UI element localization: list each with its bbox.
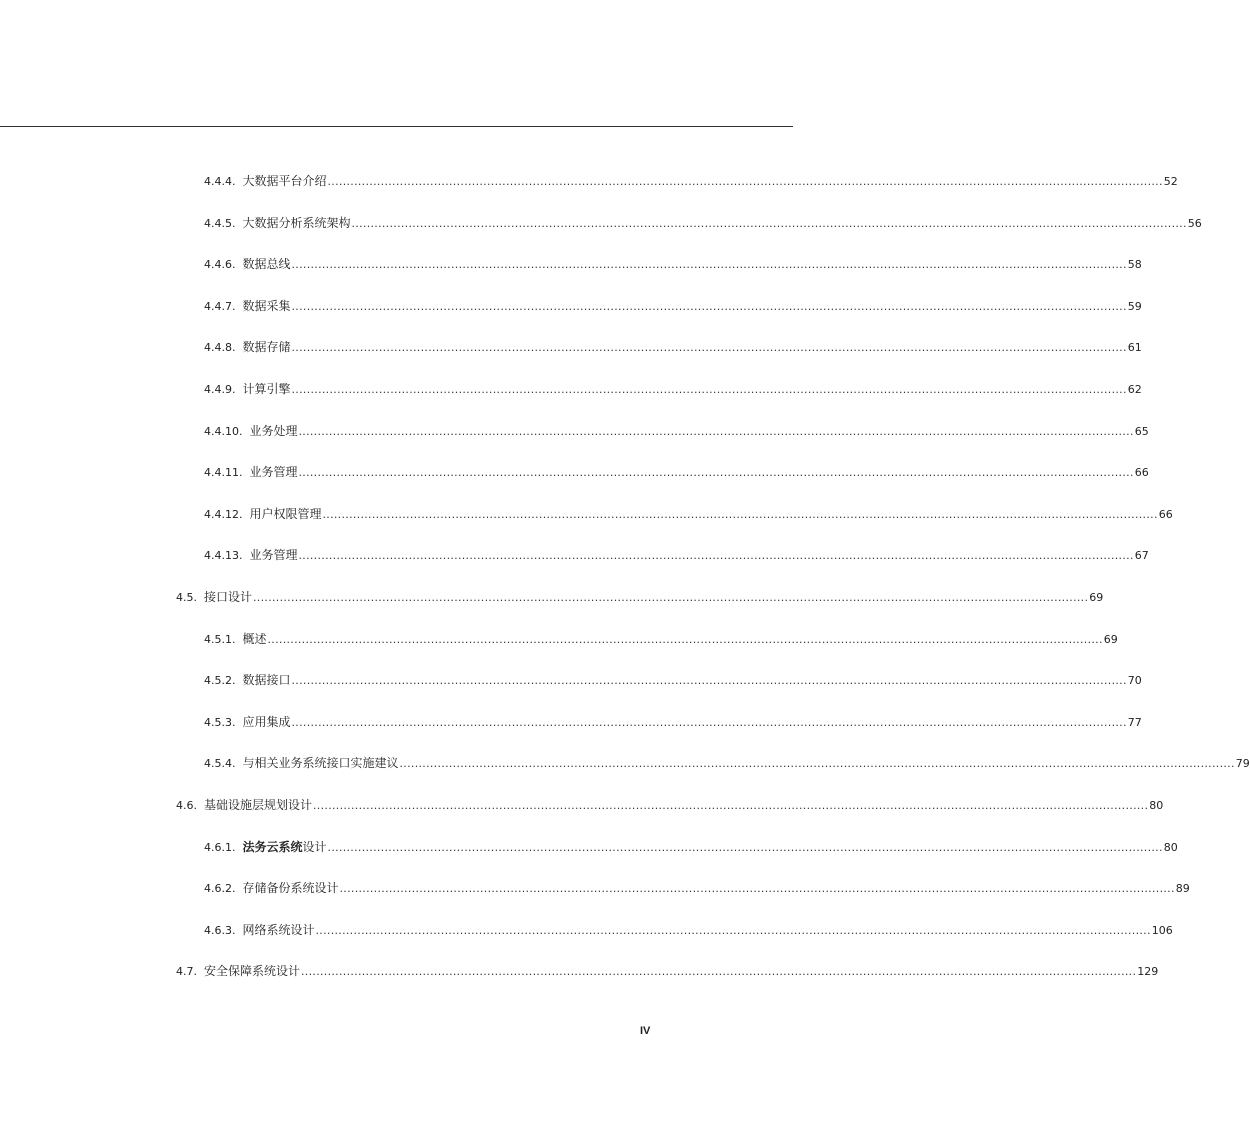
toc-entry-title <box>243 878 339 898</box>
toc-entry-page: 106 <box>1151 924 1173 937</box>
toc-leader-dots: ............................................................................................................................................................................................................................ <box>291 341 1127 354</box>
toc-entry-number: 4.5.1. <box>204 633 236 646</box>
toc-entry[interactable] <box>204 920 1173 940</box>
toc-entry-page: 62 <box>1127 383 1142 396</box>
toc-entry[interactable] <box>204 545 1149 565</box>
toc-leader-dots: ............................................................................................................................................................................................................................ <box>313 799 1149 812</box>
toc-entry-page: 70 <box>1127 674 1142 687</box>
toc-entry-page: 79 <box>1235 757 1250 770</box>
toc-entry-page: 80 <box>1163 841 1178 854</box>
toc-entry[interactable] <box>204 254 1142 274</box>
toc-entry-title-text: 存储备份系统设计 <box>242 881 339 895</box>
toc-leader-dots: ............................................................................................................................................................................................................................ <box>351 217 1187 230</box>
toc-entry-title <box>243 712 291 732</box>
toc-leader-dots: ............................................................................................................................................................................................................................ <box>291 674 1127 687</box>
toc-entry[interactable] <box>204 504 1173 524</box>
toc-entry-title-text: 数据接口 <box>242 673 291 687</box>
toc-entry-page: 61 <box>1127 341 1142 354</box>
toc-entry-title <box>243 171 327 191</box>
toc-entry-title-text: 概述 <box>242 632 267 646</box>
toc-leader-dots: ............................................................................................................................................................................................................................ <box>315 924 1151 937</box>
toc-leader-dots: ............................................................................................................................................................................................................................ <box>291 258 1127 271</box>
toc-entry-title-text: 数据存储 <box>242 340 291 354</box>
toc-leader-dots: ............................................................................................................................................................................................................................ <box>327 841 1163 854</box>
toc-entry-title-text: 安全保障系统设计 <box>204 964 301 978</box>
toc-entry-page: 129 <box>1137 965 1159 978</box>
toc-entry[interactable] <box>176 961 1159 981</box>
toc-entry-title-text: 业务管理 <box>249 465 298 479</box>
toc-entry-title <box>243 837 327 857</box>
toc-entry-title <box>243 629 267 649</box>
toc-entry-number: 4.4.11. <box>204 466 243 479</box>
toc-entry-number: 4.4.6. <box>204 258 236 271</box>
toc-entry-title-text: 接口设计 <box>204 590 253 604</box>
toc-leader-dots: ............................................................................................................................................................................................................................ <box>291 300 1127 313</box>
toc-entry-page: 69 <box>1103 633 1118 646</box>
toc-entry-number: 4.6.1. <box>204 841 236 854</box>
toc-entry-page: 77 <box>1127 716 1142 729</box>
toc-entry-page: 89 <box>1175 882 1190 895</box>
toc-leader-dots: ............................................................................................................................................................................................................................ <box>327 175 1163 188</box>
toc-entry-title-bold: 法务云系统 <box>242 840 303 854</box>
toc-entry-title <box>204 795 312 815</box>
toc-entry-title <box>204 587 252 607</box>
toc-entry-number: 4.5. <box>176 591 197 604</box>
toc-entry[interactable] <box>204 421 1149 441</box>
toc-leader-dots: ............................................................................................................................................................................................................................ <box>291 716 1127 729</box>
toc-entry-number: 4.4.5. <box>204 217 236 230</box>
toc-entry-title-text: 基础设施层规划设计 <box>204 798 313 812</box>
toc-entry-title <box>249 545 297 565</box>
toc-entry-number: 4.4.12. <box>204 508 243 521</box>
toc-entry[interactable] <box>204 171 1178 191</box>
toc-entry[interactable] <box>204 837 1178 857</box>
toc-entry-number: 4.5.3. <box>204 716 236 729</box>
toc-leader-dots: ............................................................................................................................................................................................................................ <box>298 425 1134 438</box>
toc-entry-number: 4.4.10. <box>204 425 243 438</box>
toc-entry-number: 4.6. <box>176 799 197 812</box>
toc-entry-title <box>243 254 291 274</box>
toc-leader-dots: ............................................................................................................................................................................................................................ <box>298 466 1134 479</box>
toc-entry-title <box>243 213 351 233</box>
toc-entry-page: 66 <box>1134 466 1149 479</box>
toc-entry-number: 4.6.2. <box>204 882 236 895</box>
toc-entry[interactable] <box>204 379 1142 399</box>
toc-entry[interactable] <box>204 296 1142 316</box>
toc-leader-dots: ............................................................................................................................................................................................................................ <box>291 383 1127 396</box>
toc-entry-page: 59 <box>1127 300 1142 313</box>
toc-entry-page: 67 <box>1134 549 1149 562</box>
toc-entry[interactable] <box>204 337 1142 357</box>
toc-entry-number: 4.4.8. <box>204 341 236 354</box>
toc-entry[interactable] <box>204 753 1250 773</box>
toc-entry-title-text: 业务管理 <box>249 548 298 562</box>
toc-entry-title-text: 数据采集 <box>242 299 291 313</box>
toc-entry[interactable] <box>204 213 1202 233</box>
toc-entry[interactable] <box>204 670 1142 690</box>
toc-entry-title-text: 与相关业务系统接口实施建议 <box>242 756 399 770</box>
toc-entry[interactable] <box>204 712 1142 732</box>
toc-entry-title-text: 应用集成 <box>242 715 291 729</box>
toc-leader-dots: ............................................................................................................................................................................................................................ <box>253 591 1089 604</box>
toc-entry-number: 4.5.2. <box>204 674 236 687</box>
toc-entry-page: 69 <box>1089 591 1104 604</box>
toc-entry-title <box>243 337 291 357</box>
toc-entry[interactable] <box>204 629 1118 649</box>
toc-entry-title-text: 设计 <box>302 840 327 854</box>
toc-entry[interactable] <box>204 462 1149 482</box>
toc-entry[interactable] <box>176 795 1164 815</box>
toc-entry-title <box>204 961 300 981</box>
toc-entry-title <box>249 504 321 524</box>
toc-entry-title-text: 业务处理 <box>249 424 298 438</box>
toc-leader-dots: ............................................................................................................................................................................................................................ <box>298 549 1134 562</box>
toc-entry-number: 4.5.4. <box>204 757 236 770</box>
toc-entry-number: 4.6.3. <box>204 924 236 937</box>
toc-entry-number: 4.7. <box>176 965 197 978</box>
toc-entry[interactable] <box>176 587 1104 607</box>
toc-entry-number: 4.4.9. <box>204 383 236 396</box>
toc-entry-title <box>243 670 291 690</box>
toc-leader-dots: ............................................................................................................................................................................................................................ <box>301 965 1137 978</box>
toc-entry-page: 58 <box>1127 258 1142 271</box>
toc-entry-title <box>249 462 297 482</box>
toc-entry-page: 52 <box>1163 175 1178 188</box>
toc-leader-dots: ............................................................................................................................................................................................................................ <box>399 757 1235 770</box>
toc-entry-number: 4.4.13. <box>204 549 243 562</box>
toc-entry-page: 80 <box>1149 799 1164 812</box>
toc-entry-title <box>249 421 297 441</box>
toc-entry-title-text: 网络系统设计 <box>242 923 315 937</box>
toc-entry-title <box>243 753 399 773</box>
toc-leader-dots: ............................................................................................................................................................................................................................ <box>322 508 1158 521</box>
toc-entry-title-text: 大数据分析系统架构 <box>242 216 351 230</box>
toc-entry-page: 66 <box>1158 508 1173 521</box>
toc-entry-title-text: 计算引擎 <box>242 382 291 396</box>
toc-entry-number: 4.4.7. <box>204 300 236 313</box>
toc-entry-title-text: 用户权限管理 <box>249 507 322 521</box>
page-number: IV <box>640 1025 651 1037</box>
toc-entry-page: 65 <box>1134 425 1149 438</box>
toc-entry-page: 56 <box>1187 217 1202 230</box>
toc-entry-number: 4.4.4. <box>204 175 236 188</box>
toc-entry-title <box>243 296 291 316</box>
toc-entry-title <box>243 379 291 399</box>
toc-entry-title-text: 数据总线 <box>242 257 291 271</box>
toc-entry[interactable] <box>204 878 1190 898</box>
toc-leader-dots: ............................................................................................................................................................................................................................ <box>339 882 1175 895</box>
toc-leader-dots: ............................................................................................................................................................................................................................ <box>267 633 1103 646</box>
toc-entry-title <box>243 920 315 940</box>
toc-entry-title-text: 大数据平台介绍 <box>242 174 327 188</box>
